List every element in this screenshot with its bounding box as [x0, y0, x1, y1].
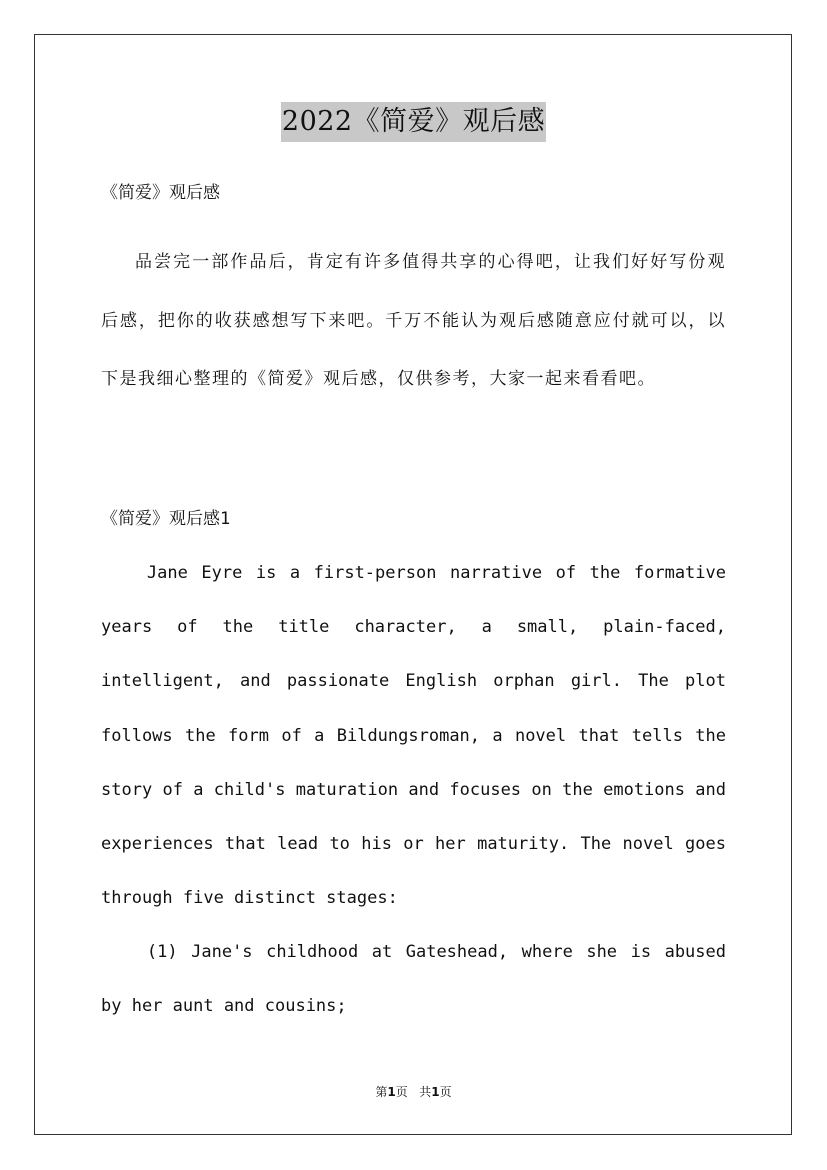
footer-total-prefix: 共	[419, 1085, 432, 1099]
paragraph-1: Jane Eyre is a first-person narrative of the formative years of the title character, a small, plain-faced, intelligent, and passionate English orphan girl. The plot follows the form of a Bildungsroman, a novel that tells the story of a child's maturation and focuses on the emotions and experiences that lead to his or her maturity. The novel goes through five distinct stages:	[101, 563, 726, 909]
footer-page-prefix: 第	[375, 1085, 388, 1099]
title-container	[0, 102, 827, 142]
document-title: 2022《简爱》观后感	[281, 102, 546, 142]
footer-page-number: 1	[387, 1085, 396, 1099]
paragraph-2: (1) Jane's childhood at Gateshead, where she is abused by her aunt and cousins;	[101, 942, 726, 1017]
page-footer	[0, 1084, 827, 1100]
footer-page-suffix: 页	[395, 1085, 408, 1099]
footer-total-suffix: 页	[439, 1085, 452, 1099]
intro-paragraph: 品尝完一部作品后，肯定有许多值得共享的心得吧，让我们好好写份观后感，把你的收获感想写下来吧。千万不能认为观后感随意应付就可以，以下是我细心整理的《简爱》观后感，仅供参考，大家一起来看看吧。	[101, 252, 726, 389]
footer-total-number: 1	[431, 1085, 440, 1099]
section-1-heading: 《简爱》观后感1	[101, 509, 231, 529]
intro-heading: 《简爱》观后感	[101, 183, 220, 203]
